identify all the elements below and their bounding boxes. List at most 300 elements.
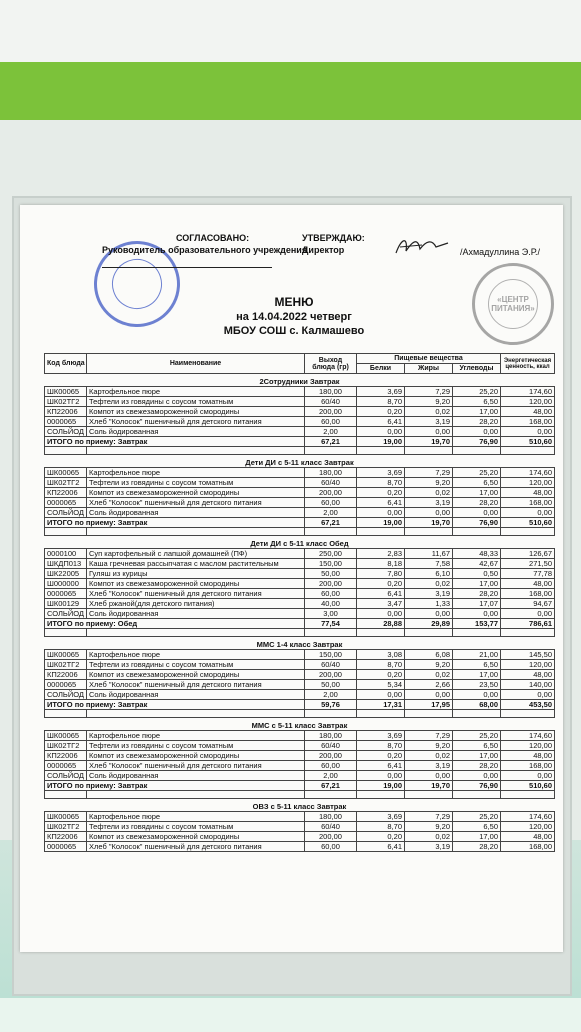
section-header — [45, 637, 555, 650]
dish-name: Картофельное пюре — [87, 650, 305, 660]
dish-energy: 0,00 — [501, 771, 555, 781]
dish-code: СОЛЬЙОД — [45, 427, 87, 437]
dish-carbs: 17,00 — [453, 407, 501, 417]
dish-fat: 7,29 — [405, 387, 453, 397]
dish-code: КП22006 — [45, 670, 87, 680]
dish-yield: 150,00 — [305, 650, 357, 660]
table-row — [45, 650, 555, 660]
dish-code: ШК02ТГ2 — [45, 660, 87, 670]
table-row — [45, 549, 555, 559]
dish-protein: 6,41 — [357, 761, 405, 771]
dish-code: ШК00065 — [45, 650, 87, 660]
total-label: ИТОГО по приему: Завтрак — [45, 700, 305, 710]
dish-fat: 1,33 — [405, 599, 453, 609]
spacer-cell — [87, 791, 305, 799]
dish-yield: 2,00 — [305, 771, 357, 781]
dish-name: Соль йодированная — [87, 771, 305, 781]
dish-protein: 3,47 — [357, 599, 405, 609]
spacer-cell — [87, 528, 305, 536]
total-label: ИТОГО по приему: Обед — [45, 619, 305, 629]
dish-code: ШК02ТГ2 — [45, 741, 87, 751]
dish-protein: 3,69 — [357, 468, 405, 478]
agreed-title: СОГЛАСОВАНО: — [176, 233, 250, 243]
dish-code: 0000065 — [45, 680, 87, 690]
dish-carbs: 48,33 — [453, 549, 501, 559]
catering-stamp-text: «ЦЕНТР ПИТАНИЯ» — [488, 279, 538, 329]
dish-yield: 2,00 — [305, 690, 357, 700]
dish-name: Хлеб "Колосок" пшеничный для детского питания — [87, 589, 305, 599]
spacer-cell — [357, 629, 405, 637]
dish-code: СОЛЬЙОД — [45, 508, 87, 518]
spacer-cell — [87, 629, 305, 637]
dish-yield: 150,00 — [305, 559, 357, 569]
dish-energy: 48,00 — [501, 488, 555, 498]
dish-carbs: 6,50 — [453, 822, 501, 832]
dish-protein: 0,00 — [357, 427, 405, 437]
header-fat: Жиры — [405, 364, 453, 374]
table-row — [45, 741, 555, 751]
section-header — [45, 455, 555, 468]
table-row — [45, 417, 555, 427]
dish-energy: 168,00 — [501, 589, 555, 599]
spacer-cell — [453, 710, 501, 718]
wall-band — [0, 0, 581, 62]
table-row — [45, 812, 555, 822]
dish-code: СОЛЬЙОД — [45, 609, 87, 619]
dish-yield: 60,00 — [305, 761, 357, 771]
total-row — [45, 437, 555, 447]
dish-name: Картофельное пюре — [87, 812, 305, 822]
dish-carbs: 21,00 — [453, 650, 501, 660]
dish-energy: 0,00 — [501, 427, 555, 437]
dish-energy: 168,00 — [501, 417, 555, 427]
dish-name: Хлеб "Колосок" пшеничный для детского питания — [87, 498, 305, 508]
dish-protein: 5,34 — [357, 680, 405, 690]
total-protein: 19,00 — [357, 437, 405, 447]
dish-energy: 48,00 — [501, 407, 555, 417]
total-yield: 67,21 — [305, 437, 357, 447]
dish-yield: 180,00 — [305, 387, 357, 397]
dish-yield: 200,00 — [305, 407, 357, 417]
total-row — [45, 700, 555, 710]
dish-protein: 8,70 — [357, 478, 405, 488]
dish-protein: 3,08 — [357, 650, 405, 660]
dish-carbs: 25,20 — [453, 387, 501, 397]
dish-name: Тефтели из говядины с соусом томатным — [87, 660, 305, 670]
dish-code: 0000065 — [45, 842, 87, 852]
dish-fat: 7,29 — [405, 812, 453, 822]
total-row — [45, 781, 555, 791]
total-energy: 453,50 — [501, 700, 555, 710]
dish-carbs: 0,00 — [453, 427, 501, 437]
spacer-cell — [305, 710, 357, 718]
dish-yield: 200,00 — [305, 751, 357, 761]
dish-code: КП22006 — [45, 751, 87, 761]
dish-name: Картофельное пюре — [87, 468, 305, 478]
dish-name: Гуляш из курицы — [87, 569, 305, 579]
spacer-cell — [501, 447, 555, 455]
agreed-block — [102, 233, 322, 268]
dish-carbs: 17,00 — [453, 670, 501, 680]
section-title: ММС с 5-11 класс Завтрак — [45, 718, 555, 731]
total-carbs: 68,00 — [453, 700, 501, 710]
table-row — [45, 822, 555, 832]
dish-carbs: 28,20 — [453, 498, 501, 508]
total-yield: 77,54 — [305, 619, 357, 629]
dish-protein: 6,41 — [357, 842, 405, 852]
dish-protein: 3,69 — [357, 387, 405, 397]
total-row — [45, 518, 555, 528]
dish-yield: 200,00 — [305, 832, 357, 842]
header-energy: Энергетическая ценность, ккал — [501, 354, 555, 374]
table-row — [45, 468, 555, 478]
dish-yield: 200,00 — [305, 579, 357, 589]
total-label: ИТОГО по приему: Завтрак — [45, 781, 305, 791]
dish-fat: 9,20 — [405, 822, 453, 832]
dish-fat: 3,19 — [405, 417, 453, 427]
total-energy: 510,60 — [501, 437, 555, 447]
dish-code: ШК02ТГ2 — [45, 397, 87, 407]
table-row — [45, 832, 555, 842]
dish-carbs: 17,00 — [453, 579, 501, 589]
table-row — [45, 569, 555, 579]
dish-energy: 0,00 — [501, 508, 555, 518]
director-signature — [392, 233, 452, 261]
section-title: ОВЗ с 5-11 класс Завтрак — [45, 799, 555, 812]
dish-carbs: 28,20 — [453, 417, 501, 427]
approve-title: УТВЕРЖДАЮ: — [302, 233, 365, 243]
dish-carbs: 6,50 — [453, 478, 501, 488]
dish-energy: 77,78 — [501, 569, 555, 579]
wall-stripe — [0, 998, 581, 1032]
sheet-header — [44, 213, 555, 353]
dish-protein: 0,20 — [357, 832, 405, 842]
dish-protein: 0,20 — [357, 670, 405, 680]
spacer-row — [45, 791, 555, 799]
dish-code: ШК22005 — [45, 569, 87, 579]
dish-name: Тефтели из говядины с соусом томатным — [87, 822, 305, 832]
table-row — [45, 731, 555, 741]
school-name: МБОУ СОШ с. Калмашево — [223, 325, 365, 337]
dish-carbs: 6,50 — [453, 741, 501, 751]
dish-carbs: 17,07 — [453, 599, 501, 609]
dish-yield: 60,00 — [305, 589, 357, 599]
dish-fat: 3,19 — [405, 761, 453, 771]
spacer-cell — [357, 791, 405, 799]
spacer-row — [45, 447, 555, 455]
dish-carbs: 25,20 — [453, 812, 501, 822]
menu-table-body — [45, 374, 555, 852]
table-row — [45, 589, 555, 599]
dish-code: СОЛЬЙОД — [45, 690, 87, 700]
dish-code: КП22006 — [45, 488, 87, 498]
dish-yield: 40,00 — [305, 599, 357, 609]
dish-protein: 6,41 — [357, 417, 405, 427]
table-row — [45, 427, 555, 437]
spacer-cell — [453, 791, 501, 799]
dish-fat: 9,20 — [405, 741, 453, 751]
spacer-cell — [305, 528, 357, 536]
catering-center-stamp — [472, 263, 554, 345]
table-row — [45, 498, 555, 508]
wall-background-top — [0, 0, 581, 120]
dish-energy: 145,50 — [501, 650, 555, 660]
table-row — [45, 599, 555, 609]
spacer-cell — [405, 710, 453, 718]
spacer-cell — [357, 447, 405, 455]
dish-yield: 60/40 — [305, 741, 357, 751]
dish-energy: 48,00 — [501, 832, 555, 842]
dish-fat: 9,20 — [405, 397, 453, 407]
table-row — [45, 680, 555, 690]
dish-name: Соль йодированная — [87, 690, 305, 700]
dish-fat: 9,20 — [405, 478, 453, 488]
dish-name: Картофельное пюре — [87, 387, 305, 397]
dish-name: Компот из свежезамороженной смородины — [87, 751, 305, 761]
dish-name: Компот из свежезамороженной смородины — [87, 579, 305, 589]
dish-name: Соль йодированная — [87, 609, 305, 619]
total-yield: 67,21 — [305, 781, 357, 791]
dish-fat: 0,02 — [405, 407, 453, 417]
dish-fat: 0,00 — [405, 609, 453, 619]
menu-sheet — [20, 205, 563, 952]
dish-energy: 168,00 — [501, 761, 555, 771]
dish-energy: 120,00 — [501, 660, 555, 670]
total-label: ИТОГО по приему: Завтрак — [45, 437, 305, 447]
dish-energy: 174,60 — [501, 387, 555, 397]
section-header — [45, 799, 555, 812]
section-title: Дети ДИ с 5-11 класс Завтрак — [45, 455, 555, 468]
dish-code: 0000065 — [45, 589, 87, 599]
approve-name: /Ахмадуллина Э.Р./ — [459, 247, 540, 257]
dish-carbs: 25,20 — [453, 731, 501, 741]
dish-protein: 0,00 — [357, 771, 405, 781]
spacer-cell — [45, 528, 87, 536]
dish-energy: 120,00 — [501, 741, 555, 751]
header-nutrients: Пищевые вещества — [357, 354, 501, 364]
dish-fat: 0,00 — [405, 508, 453, 518]
table-row — [45, 508, 555, 518]
dish-code: ШКДП013 — [45, 559, 87, 569]
dish-fat: 0,02 — [405, 670, 453, 680]
dish-energy: 120,00 — [501, 822, 555, 832]
spacer-cell — [45, 791, 87, 799]
dish-carbs: 28,20 — [453, 589, 501, 599]
dish-code: Ш000000 — [45, 579, 87, 589]
dish-protein: 0,20 — [357, 407, 405, 417]
table-row — [45, 842, 555, 852]
dish-carbs: 6,50 — [453, 660, 501, 670]
dish-yield: 50,00 — [305, 680, 357, 690]
total-fat: 29,89 — [405, 619, 453, 629]
dish-yield: 180,00 — [305, 812, 357, 822]
table-row — [45, 559, 555, 569]
dish-name: Компот из свежезамороженной смородины — [87, 832, 305, 842]
header-name: Наименование — [87, 354, 305, 374]
dish-yield: 180,00 — [305, 731, 357, 741]
dish-energy: 271,50 — [501, 559, 555, 569]
dish-carbs: 25,20 — [453, 468, 501, 478]
header-protein: Белки — [357, 364, 405, 374]
total-energy: 510,60 — [501, 518, 555, 528]
dish-yield: 60/40 — [305, 478, 357, 488]
total-carbs: 153,77 — [453, 619, 501, 629]
dish-yield: 180,00 — [305, 468, 357, 478]
dish-energy: 168,00 — [501, 498, 555, 508]
dish-yield: 200,00 — [305, 488, 357, 498]
dish-name: Тефтели из говядины с соусом томатным — [87, 397, 305, 407]
dish-energy: 174,60 — [501, 468, 555, 478]
dish-yield: 250,00 — [305, 549, 357, 559]
dish-energy: 48,00 — [501, 670, 555, 680]
table-row — [45, 397, 555, 407]
dish-yield: 60,00 — [305, 498, 357, 508]
table-row — [45, 660, 555, 670]
dish-name: Хлеб "Колосок" пшеничный для детского питания — [87, 680, 305, 690]
dish-protein: 8,18 — [357, 559, 405, 569]
dish-fat: 7,29 — [405, 731, 453, 741]
dish-yield: 60/40 — [305, 660, 357, 670]
dish-carbs: 17,00 — [453, 751, 501, 761]
total-protein: 17,31 — [357, 700, 405, 710]
dish-protein: 2,83 — [357, 549, 405, 559]
header-yield: Выход блюда (гр) — [305, 354, 357, 374]
dish-name: Компот из свежезамороженной смородины — [87, 488, 305, 498]
dish-energy: 0,00 — [501, 690, 555, 700]
section-header — [45, 374, 555, 387]
dish-fat: 0,00 — [405, 771, 453, 781]
dish-carbs: 28,20 — [453, 842, 501, 852]
dish-carbs: 0,00 — [453, 771, 501, 781]
section-header — [45, 718, 555, 731]
dish-fat: 0,02 — [405, 579, 453, 589]
dish-protein: 8,70 — [357, 397, 405, 407]
total-protein: 19,00 — [357, 781, 405, 791]
dish-name: Компот из свежезамороженной смородины — [87, 670, 305, 680]
dish-carbs: 23,50 — [453, 680, 501, 690]
dish-name: Соль йодированная — [87, 427, 305, 437]
dish-protein: 8,70 — [357, 660, 405, 670]
dish-fat: 7,58 — [405, 559, 453, 569]
dish-name: Тефтели из говядины с соусом томатным — [87, 478, 305, 488]
spacer-cell — [453, 629, 501, 637]
dish-energy: 0,00 — [501, 609, 555, 619]
dish-energy: 126,67 — [501, 549, 555, 559]
dish-yield: 60/40 — [305, 822, 357, 832]
dish-code: 0000100 — [45, 549, 87, 559]
dish-yield: 60,00 — [305, 417, 357, 427]
dish-name: Хлеб "Колосок" пшеничный для детского питания — [87, 842, 305, 852]
section-title: ММС 1-4 класс Завтрак — [45, 637, 555, 650]
section-header — [45, 536, 555, 549]
dish-fat: 0,02 — [405, 488, 453, 498]
dish-name: Хлеб "Колосок" пшеничный для детского питания — [87, 761, 305, 771]
total-energy: 510,60 — [501, 781, 555, 791]
dish-name: Картофельное пюре — [87, 731, 305, 741]
spacer-cell — [405, 629, 453, 637]
table-row — [45, 771, 555, 781]
total-fat: 19,70 — [405, 518, 453, 528]
dish-carbs: 0,00 — [453, 508, 501, 518]
dish-energy: 48,00 — [501, 751, 555, 761]
dish-protein: 0,00 — [357, 508, 405, 518]
dish-protein: 6,41 — [357, 498, 405, 508]
table-row — [45, 609, 555, 619]
spacer-cell — [501, 710, 555, 718]
dish-energy: 94,67 — [501, 599, 555, 609]
dish-code: ШК00065 — [45, 387, 87, 397]
dish-fat: 0,00 — [405, 427, 453, 437]
table-row — [45, 690, 555, 700]
dish-fat: 6,10 — [405, 569, 453, 579]
table-row — [45, 407, 555, 417]
dish-energy: 140,00 — [501, 680, 555, 690]
spacer-cell — [405, 447, 453, 455]
menu-date: на 14.04.2022 четверг — [236, 311, 352, 323]
dish-carbs: 0,00 — [453, 690, 501, 700]
dish-carbs: 0,00 — [453, 609, 501, 619]
dish-carbs: 6,50 — [453, 397, 501, 407]
spacer-cell — [357, 710, 405, 718]
section-title: Дети ДИ с 5-11 класс Обед — [45, 536, 555, 549]
spacer-cell — [87, 710, 305, 718]
table-row — [45, 751, 555, 761]
total-fat: 19,70 — [405, 437, 453, 447]
dish-code: 0000065 — [45, 498, 87, 508]
dish-carbs: 17,00 — [453, 488, 501, 498]
table-row — [45, 579, 555, 589]
dish-code: ШК00065 — [45, 468, 87, 478]
spacer-cell — [501, 629, 555, 637]
table-row — [45, 387, 555, 397]
dish-protein: 8,70 — [357, 822, 405, 832]
menu-table — [44, 353, 555, 852]
spacer-cell — [45, 447, 87, 455]
total-label: ИТОГО по приему: Завтрак — [45, 518, 305, 528]
dish-fat: 11,67 — [405, 549, 453, 559]
menu-title: МЕНЮ — [274, 295, 314, 309]
spacer-cell — [87, 447, 305, 455]
dish-code: ШК02ТГ2 — [45, 478, 87, 488]
spacer-cell — [45, 629, 87, 637]
dish-code: КП22006 — [45, 407, 87, 417]
header-carbs: Углеводы — [453, 364, 501, 374]
dish-name: Хлеб "Колосок" пшеничный для детского питания — [87, 417, 305, 427]
dish-carbs: 0,50 — [453, 569, 501, 579]
dish-fat: 0,02 — [405, 832, 453, 842]
dish-name: Каша гречневая рассыпчатая с маслом растительным — [87, 559, 305, 569]
dish-energy: 48,00 — [501, 579, 555, 589]
total-carbs: 76,90 — [453, 518, 501, 528]
dish-fat: 7,29 — [405, 468, 453, 478]
total-fat: 19,70 — [405, 781, 453, 791]
spacer-cell — [45, 710, 87, 718]
table-row — [45, 488, 555, 498]
dish-energy: 174,60 — [501, 812, 555, 822]
total-row — [45, 619, 555, 629]
total-yield: 67,21 — [305, 518, 357, 528]
menu-title-block — [214, 295, 374, 337]
dish-code: ШК00129 — [45, 599, 87, 609]
spacer-cell — [305, 447, 357, 455]
spacer-row — [45, 528, 555, 536]
dish-protein: 0,00 — [357, 690, 405, 700]
dish-yield: 2,00 — [305, 508, 357, 518]
spacer-row — [45, 629, 555, 637]
dish-code: ШК00065 — [45, 731, 87, 741]
dish-carbs: 42,67 — [453, 559, 501, 569]
approve-role: Директор — [302, 245, 345, 255]
